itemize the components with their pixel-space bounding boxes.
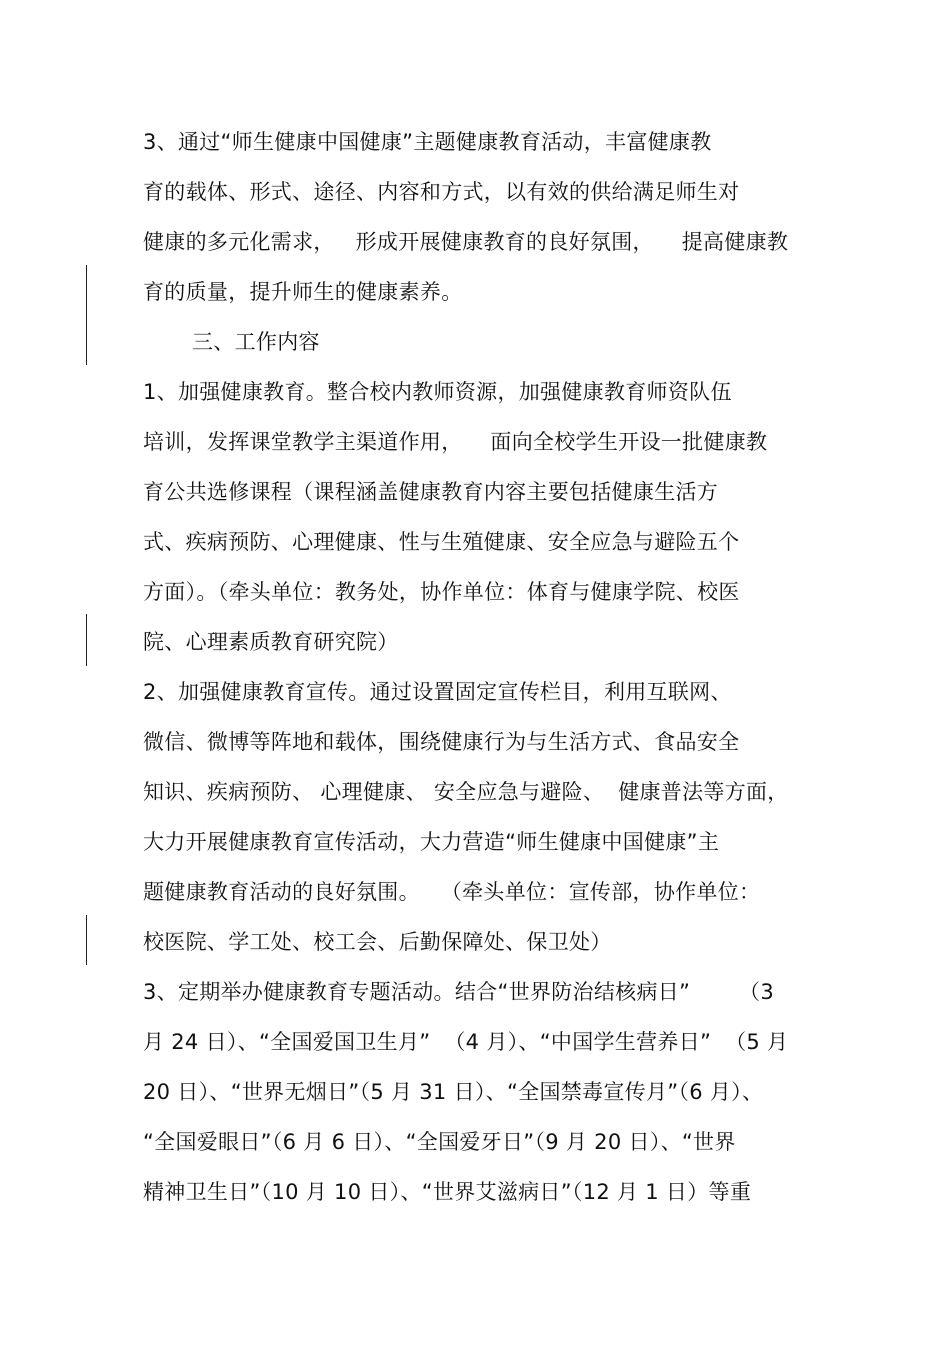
text-line: 微信、微博等阵地和载体，围绕健康行为与生活方式、食品安全 xyxy=(143,730,740,754)
text-line: 大力开展健康教育宣传活动，大力营造“师生健康中国健康”主 xyxy=(143,830,720,854)
text-line: 精神卫生日”（10 月 10 日）、“世界艾滋病日”（12 月 1 日）等重 xyxy=(143,1180,752,1204)
text-line: 式、疾病预防、心理健康、性与生殖健康、安全应急与避险五个 xyxy=(143,530,740,554)
text-line: 月 24 日）、“全国爱国卫生月” （4 月）、“中国学生营养日” （5 月 xyxy=(143,1030,789,1054)
text-line: 院、心理素质教育研究院） xyxy=(143,630,399,654)
text-line: 育的质量，提升师生的健康素养。 xyxy=(143,280,463,304)
text-line: 育的载体、形式、途径、内容和方式，以有效的供给满足师生对 xyxy=(143,180,740,204)
text-line: 1、加强健康教育。整合校内教师资源，加强健康教育师资队伍 xyxy=(143,380,732,404)
margin-change-bar xyxy=(86,614,87,666)
text-line: 知识、疾病预防、 心理健康、 安全应急与避险、 健康普法等方面， xyxy=(143,780,789,804)
text-line: 20 日）、“世界无烟日”（5 月 31 日）、“全国禁毒宣传月”（6 月）、 xyxy=(143,1080,764,1104)
text-line: 方面）。（牵头单位：教务处，协作单位：体育与健康学院、校医 xyxy=(143,580,740,604)
text-line: 3、通过“师生健康中国健康”主题健康教育活动，丰富健康教 xyxy=(143,130,712,154)
text-line: “全国爱眼日”（6 月 6 日）、“全国爱牙日”（9 月 20 日）、“世界 xyxy=(143,1130,736,1154)
text-line: 校医院、学工处、校工会、后勤保障处、保卫处） xyxy=(143,930,612,954)
section-heading: 三、工作内容 xyxy=(192,330,320,354)
margin-change-bar xyxy=(86,265,87,365)
text-line: 健康的多元化需求， 形成开展健康教育的良好氛围， 提高健康教 xyxy=(143,230,789,254)
text-line: 3、定期举办健康教育专题活动。结合“世界防治结核病日” （3 xyxy=(143,980,775,1004)
margin-change-bar xyxy=(86,915,87,965)
text-line: 题健康教育活动的良好氛围。 （牵头单位：宣传部，协作单位： xyxy=(143,880,761,904)
text-line: 2、加强健康教育宣传。通过设置固定宣传栏目，利用互联网、 xyxy=(143,680,732,704)
text-line: 培训，发挥课堂教学主渠道作用， 面向全校学生开设一批健康教 xyxy=(143,430,768,454)
text-line: 育公共选修课程（课程涵盖健康教育内容主要包括健康生活方 xyxy=(143,480,719,504)
